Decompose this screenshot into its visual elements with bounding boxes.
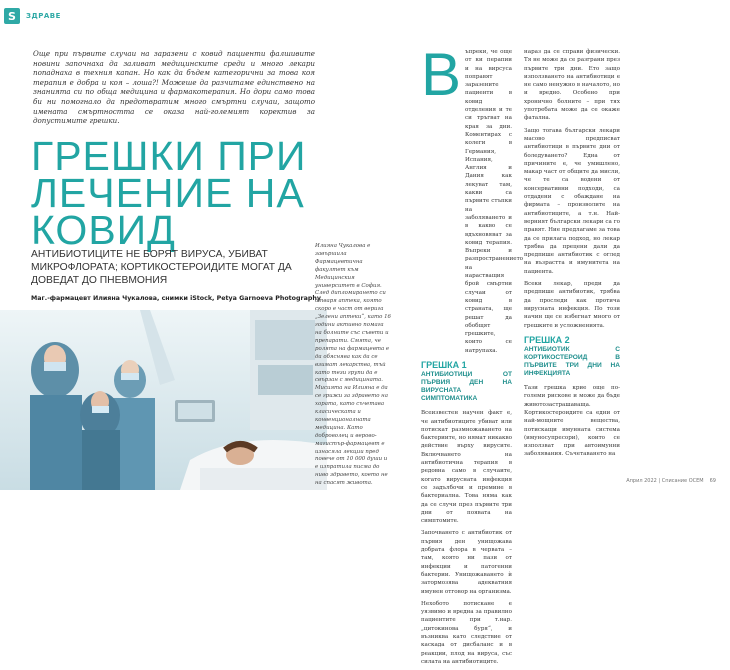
- section-1-paragraph: Нехобото потискане е уязвимо и вредна за правилно пациентите при т.нар. „цитокинова буря“, и възниква като следствие от каскада от дисбаланс и в реакции, плод на вируса, със силата на антибиотиците.: [421, 600, 512, 665]
- section-2-heading: ГРЕШКА 2: [524, 334, 570, 345]
- section-tag: [0, 8, 61, 24]
- lead-paragraph: Още при първите случаи на заразени с ковид пациенти фалшивите новини започнаха да заливат медицинските среди и много лекари попаднаха в техния капан. Но как да бъдем категорични за това коя терапия е добра и коя – лоша?! Можеше да разчитаме единствено на знанията си по обща медицина и фармакотерапия. Но дори само това би ни помогнало да предотвратим много смъртни случаи, защото имената смъртността се оказа най-големият коректив за допустимите грешки.: [33, 49, 315, 126]
- column-2: [524, 48, 620, 463]
- article-title: ГРЕШКИ ПРИ ЛЕЧЕНИЕ НА КОВИД: [31, 133, 307, 253]
- col2-paragraph: Защо тогава български лекари масово предписват антибиотици в първите дни от боледуването? Една от причините е, че умишлено, макар част от общите да мисли, че те са водени от консервативни подходи, са отдадени с обаждане на фирмата – произволите на антибиотиците, а т.н. Най-верният български лекари са го правят. Ние предлагаме за това да се прилага подход, но лекар трябва да прецени дали да предпише антибиотик с оглед на възрастта и имунитета на пациента.: [524, 127, 620, 275]
- author-credit: Маг.-фармацевт Илияна Чукалова, снимки iStock, Petya Garnoeva Photography: [31, 295, 321, 302]
- section-2-subheading: АНТИБИОТИК С КОРТИКОСТЕРОИД В ПЪРВИТЕ ТРИ ДНИ НА ИНФЕКЦИЯТА: [524, 346, 620, 378]
- footer-issue: Април 2022 | Списание OCEM: [626, 478, 704, 484]
- dropcap: В: [421, 41, 462, 108]
- col2-paragraph: нараз да се справи физически. Тя не може да се разграни през първите три дни. Ето защо използването на антибиотици е не само ненужно в началото, но и вредно. Особено при хронично болните – при тях употребата може да се окаже фатална.: [524, 49, 620, 122]
- hospital-photo-illustration: [0, 310, 327, 490]
- hospital-photo: [0, 310, 327, 490]
- section-1-paragraph: Всеизвестен научен факт е, че антибиотиците убиват или потискат размножаването на бактериите, но нямат никакво действие върху вирусите. Включването на антибиотична терапия в редовна само в случаите, когато вирусната инфекция се задълбочи и премине в бактериална. Това няма как да се случи през първите три дни от появата на симптомите.: [421, 410, 512, 525]
- col1-intro: ъпреки, че още от ки перапии и на вирсуса поправят заразените пациенти в ковид отделения и те си тръгват на края за дни. Коментирах с колеги в Германия, Испания, Англия и Дания как лекуват там, какви са първите стъпки на заболяването и в какво се вдъхновяват за ковид терапия. Въпреки и разпространението на нарастващия брой смъртни случаи от ковид в страната, ще решат да обобщят грешките, които се натрупаха.: [465, 49, 524, 354]
- col2-paragraph: Всеки лекар, преди да предпише антибиотик, трябва да проследи как протича вирусната инфекция. По този начин ще се избегнат много от грешките и усложненията.: [524, 281, 620, 329]
- section-label: ЗДРАВЕ: [26, 12, 61, 20]
- section-2-paragraph: Тази грешка крие още по-големи рискове и може да бъде животозастрашаваща. Кортикостероидите са едни от най-мощните вещества, потискащи имунната система (имуносупресори), които се използват при автоимунни заболявания. Съчетаването на: [524, 385, 620, 458]
- page-number: 69: [709, 478, 716, 484]
- author-bio: Илияна Чукалова е завършила Фармацевтична факултет към Медицинския университет в София. След дипломирането си отваря аптека, която скоро е част от верига „Зелени аптеки“, като 16 години активно помага на болните със съвети и препарати. Смята, че ролята на фармацевта е да обяснява как да се взимат лекарства, тъй като тези групи да е свързан с медицината. Мисията на Илияна е да се грижи за здравето на хората, като съчетава класическата и конвенционалната медицина. Като доброволец и верово-магистър-фармацевт е изнасяла лекции пред повече от 10 000 души и е изпратила писма до ниво здравето, което не на спасят живота.: [315, 243, 391, 487]
- section-1-paragraph: Започването с антибиотик от първия ден унищожава добрата флора в червата – там, която ни пази от инфекции и патогенни бактерии. Унищожаването ѝ затормозява адекватния имунен отговор на организма.: [421, 530, 512, 595]
- section-badge: S: [4, 8, 20, 24]
- article-subtitle: АНТИБИОТИЦИТЕ НЕ БОРЯТ ВИРУСА, УБИВАТ МИКРОФЛОРАТА; КОРТИКОСТЕРОИДИТЕ МОГАТ ДА ДОВЕДАТ ДО ПНЕВМОНИЯ: [31, 249, 292, 286]
- section-1-subheading: АНТИБИОТИЦИ ОТ ПЪРВИЯ ДЕН НА ВИРУСНАТА СИМПТОМАТИКА: [421, 371, 512, 403]
- page-footer: [626, 478, 716, 484]
- column-1: [421, 41, 524, 670]
- section-1-heading: ГРЕШКА 1: [421, 359, 467, 370]
